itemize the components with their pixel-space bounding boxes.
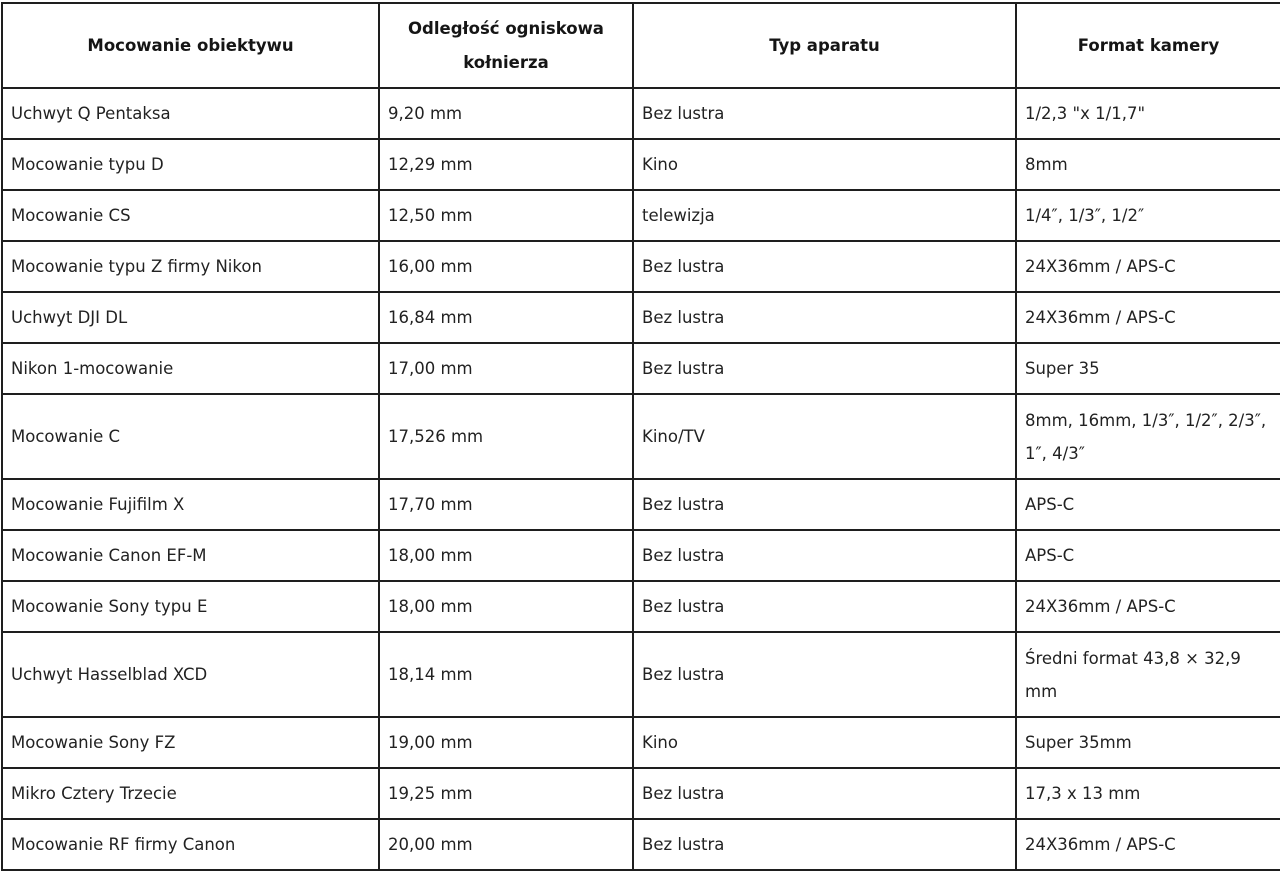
cell-lens-mount: Mocowanie Sony FZ: [2, 717, 379, 768]
cell-camera-format: 24X36mm / APS-C: [1016, 241, 1280, 292]
cell-camera-type: Bez lustra: [633, 88, 1016, 139]
cell-flange-distance: 20,00 mm: [379, 819, 633, 870]
table-row: [2, 394, 1280, 479]
cell-lens-mount: Uchwyt Hasselblad XCD: [2, 632, 379, 717]
table-row: [2, 479, 1280, 530]
column-header-camera-type: Typ aparatu: [633, 3, 1016, 88]
cell-camera-type: Bez lustra: [633, 292, 1016, 343]
table-header-row: [2, 3, 1280, 88]
cell-camera-type: telewizja: [633, 190, 1016, 241]
cell-flange-distance: 12,29 mm: [379, 139, 633, 190]
cell-lens-mount: Mocowanie CS: [2, 190, 379, 241]
lens-mount-table: [1, 2, 1280, 871]
table-row: [2, 819, 1280, 870]
cell-flange-distance: 9,20 mm: [379, 88, 633, 139]
cell-flange-distance: 16,84 mm: [379, 292, 633, 343]
cell-camera-format: 8mm: [1016, 139, 1280, 190]
table-container: [1, 2, 1280, 882]
cell-flange-distance: 12,50 mm: [379, 190, 633, 241]
cell-lens-mount: Mocowanie typu Z firmy Nikon: [2, 241, 379, 292]
cell-camera-format: 24X36mm / APS-C: [1016, 581, 1280, 632]
cell-lens-mount: Mocowanie Fujifilm X: [2, 479, 379, 530]
cell-camera-type: Bez lustra: [633, 479, 1016, 530]
cell-camera-format: APS-C: [1016, 479, 1280, 530]
table-row: [2, 530, 1280, 581]
cell-camera-type: Kino: [633, 139, 1016, 190]
cell-camera-type: Bez lustra: [633, 343, 1016, 394]
cell-flange-distance: 18,00 mm: [379, 581, 633, 632]
cell-flange-distance: 19,00 mm: [379, 717, 633, 768]
cell-camera-format: 24X36mm / APS-C: [1016, 819, 1280, 870]
cell-flange-distance: 18,00 mm: [379, 530, 633, 581]
table-row: [2, 292, 1280, 343]
cell-camera-format: 24X36mm / APS-C: [1016, 292, 1280, 343]
cell-flange-distance: 18,14 mm: [379, 632, 633, 717]
table-row: [2, 241, 1280, 292]
cell-lens-mount: Mocowanie Canon EF-M: [2, 530, 379, 581]
cell-camera-type: Bez lustra: [633, 632, 1016, 717]
table-row: [2, 717, 1280, 768]
cell-flange-distance: 19,25 mm: [379, 768, 633, 819]
column-header-camera-format: Format kamery: [1016, 3, 1280, 88]
cell-lens-mount: Mocowanie Sony typu E: [2, 581, 379, 632]
table-row: [2, 139, 1280, 190]
cell-camera-type: Bez lustra: [633, 581, 1016, 632]
cell-lens-mount: Uchwyt Q Pentaksa: [2, 88, 379, 139]
table-row: [2, 88, 1280, 139]
cell-flange-distance: 17,00 mm: [379, 343, 633, 394]
cell-camera-type: Bez lustra: [633, 241, 1016, 292]
cell-camera-type: Kino: [633, 717, 1016, 768]
cell-camera-format: Średni format 43,8 × 32,9 mm: [1016, 632, 1280, 717]
cell-flange-distance: 17,70 mm: [379, 479, 633, 530]
cell-camera-format: 17,3 x 13 mm: [1016, 768, 1280, 819]
cell-lens-mount: Mocowanie C: [2, 394, 379, 479]
table-row: [2, 768, 1280, 819]
cell-lens-mount: Mocowanie RF firmy Canon: [2, 819, 379, 870]
table-row: [2, 343, 1280, 394]
column-header-flange-distance: Odległość ogniskowa kołnierza: [379, 3, 633, 88]
table-row: [2, 632, 1280, 717]
cell-lens-mount: Uchwyt DJI DL: [2, 292, 379, 343]
cell-camera-type: Kino/TV: [633, 394, 1016, 479]
cell-camera-format: 1/2,3 "x 1/1,7": [1016, 88, 1280, 139]
cell-camera-type: Bez lustra: [633, 768, 1016, 819]
cell-camera-type: Bez lustra: [633, 819, 1016, 870]
table-row: [2, 581, 1280, 632]
cell-camera-format: APS-C: [1016, 530, 1280, 581]
cell-flange-distance: 17,526 mm: [379, 394, 633, 479]
table-row: [2, 190, 1280, 241]
cell-lens-mount: Nikon 1-mocowanie: [2, 343, 379, 394]
cell-flange-distance: 16,00 mm: [379, 241, 633, 292]
cell-camera-format: 8mm, 16mm, 1/3″, 1/2″, 2/3″, 1″, 4/3″: [1016, 394, 1280, 479]
cell-camera-type: Bez lustra: [633, 530, 1016, 581]
cell-camera-format: 1/4″, 1/3″, 1/2″: [1016, 190, 1280, 241]
cell-camera-format: Super 35: [1016, 343, 1280, 394]
cell-camera-format: Super 35mm: [1016, 717, 1280, 768]
cell-lens-mount: Mocowanie typu D: [2, 139, 379, 190]
cell-lens-mount: Mikro Cztery Trzecie: [2, 768, 379, 819]
column-header-lens-mount: Mocowanie obiektywu: [2, 3, 379, 88]
